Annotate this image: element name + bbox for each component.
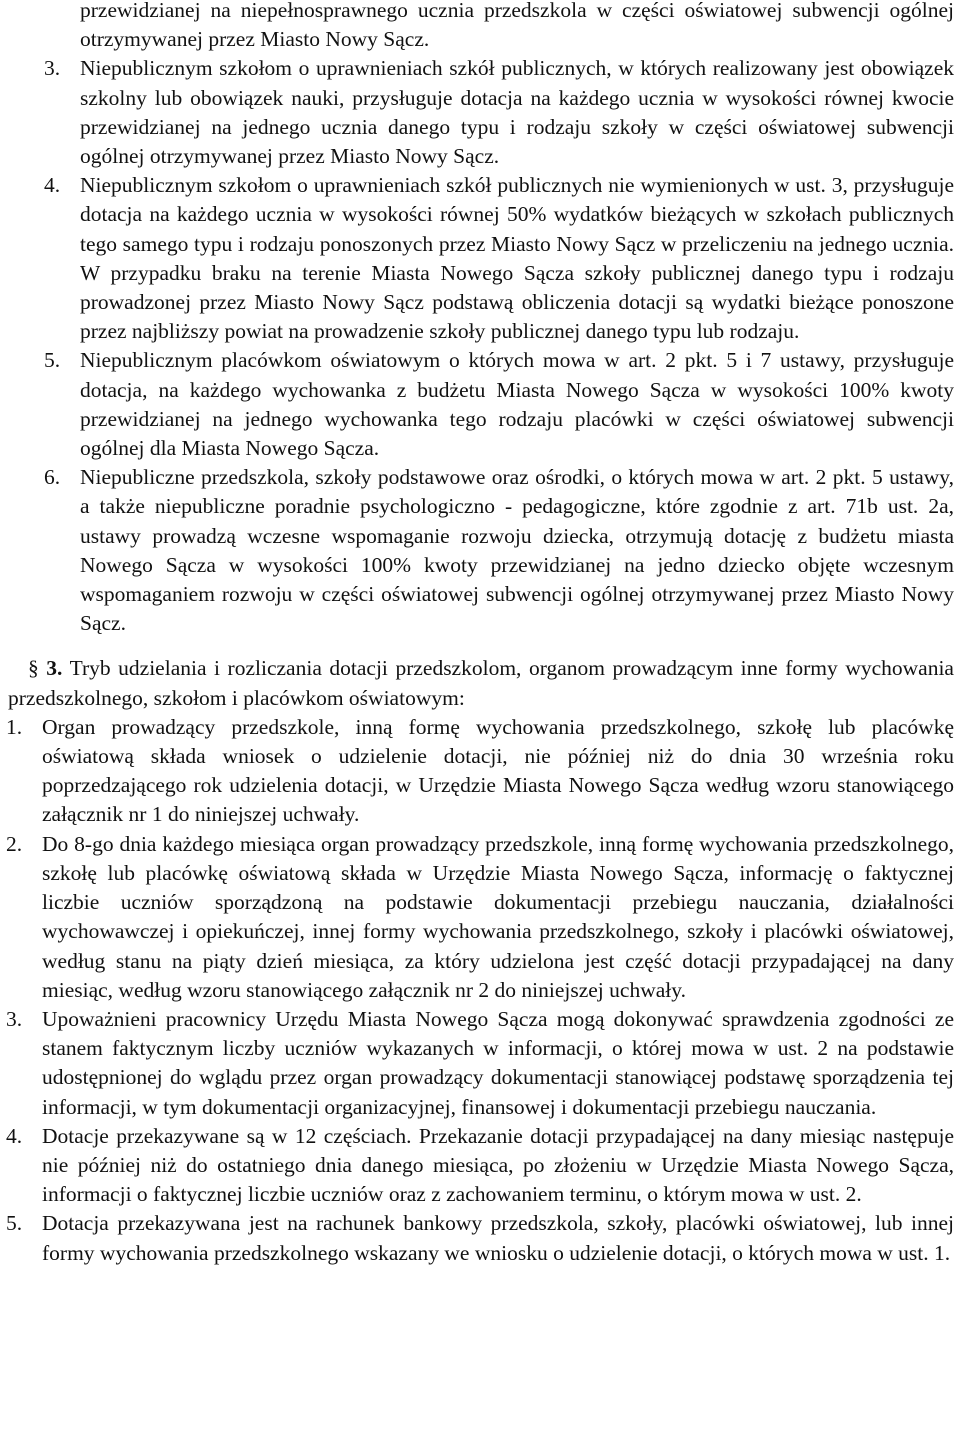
list-item-number: 3.	[44, 56, 61, 81]
list-b	[0, 713, 960, 1268]
list-item-text: Dotacje przekazywane są w 12 częściach. Przekazanie dotacji przypadającej na dany miesiąc następuje nie później niż do ostatniego dnia danego miesiąca, po złożeniu w Urzędzie Miasta Nowego Sącza, informacji o faktycznej liczbie uczniów oraz z zachowaniem terminu, o którym mowa w ust. 2.	[42, 1123, 954, 1207]
list-item-text: Dotacja przekazywana jest na rachunek bankowy przedszkola, szkoły, placówki oświatowej, lub innej formy wychowania przedszkolnego wskazany we wniosku o udzielenie dotacji, o których mowa w ust. 1.	[42, 1211, 954, 1265]
list-item	[44, 171, 954, 346]
list-item-number: 5.	[44, 348, 61, 373]
list-item-number: 4.	[44, 173, 61, 198]
list-item	[6, 713, 954, 830]
list-item-number: 4.	[6, 1123, 23, 1148]
section-number: 3.	[46, 656, 63, 681]
list-item	[6, 1209, 954, 1267]
list-item-text: Do 8-go dnia każdego miesiąca organ prowadzący przedszkole, inną formę wychowania przedszkolnego, szkołę lub placówkę oświatową składa w Urzędzie Miasta Nowego Sącza, informację o faktycznej liczbie uczniów sporządzoną na podstawie dokumentacji przebiegu nauczania, działalności wychowawczej i opiekuńczej, innej formy wychowania przedszkolnego, szkoły i placówki oświatowej, według stanu na piąty dzień miesiąca, za który udzielona jest część dotacji przypadającej na dany miesiąc, według wzoru stanowiącego załącznik nr 2 do niniejszej uchwały.	[42, 831, 954, 1002]
list-item-text: Niepublicznym placówkom oświatowym o których mowa w art. 2 pkt. 5 i 7 ustawy, przysługuje dotacja, na każdego wychowanka z budżetu Miasta Nowego Sącza w wysokości 100% kwoty przewidzianej na jednego wychowanka tego rodzaju placówki w części oświatowej subwencji ogólnej dla Miasta Nowego Sącza.	[80, 348, 954, 461]
list-item-number: 1.	[6, 714, 23, 739]
list-item-number: 2.	[6, 831, 23, 856]
list-item-number: 6.	[44, 465, 61, 490]
section-3	[0, 654, 960, 712]
list-item	[6, 1122, 954, 1210]
list-item-text: Niepublicznym szkołom o uprawnieniach szkół publicznych, w których realizowany jest obowiązek szkolny lub obowiązek nauki, przysługuje dotacja na każdego ucznia w wysokości równej kwocie przewidzianej na jednego ucznia danego typu i rodzaju szkoły w części oświatowej subwencji ogólnej otrzymywanej przez Miasto Nowy Sącz.	[80, 56, 954, 169]
list-item-text: Organ prowadzący przedszkole, inną formę wychowania przedszkolnego, szkołę lub placówkę oświatową składa wniosek o udzielenie dotacji, nie później niż do dnia 30 września roku poprzedzającego rok udzielenia dotacji, w Urzędzie Miasta Nowego Sącza według wzoru stanowiącego załącznik nr 1 do niniejszej uchwały.	[42, 714, 954, 827]
list-item-text: Niepublicznym szkołom o uprawnieniach szkół publicznych nie wymienionych w ust. 3, przysługuje dotacja na każdego ucznia w wysokości równej 50% wydatków bieżących w szkołach publicznych tego samego typu i rodzaju ponoszonych przez Miasto Nowy Sącz w przeliczeniu na jednego ucznia. W przypadku braku na terenie Miasta Nowego Sącza szkoły publicznej danego typu i rodzaju prowadzonej przez Miasto Nowy Sącz podstawą obliczenia dotacji są wydatki bieżące ponoszone przez najbliższy powiat na prowadzenie szkoły publicznej danego typu lub rodzaju.	[80, 173, 954, 344]
list-item	[44, 54, 954, 171]
list-item	[6, 1005, 954, 1122]
list-item	[6, 830, 954, 1005]
list-a	[0, 0, 960, 638]
section-title: Tryb udzielania i rozliczania dotacji przedszkolom, organom prowadzącym inne formy wychowania przedszkolnego, szkołom i placówkom oświatowym:	[8, 656, 954, 710]
list-item-number: 3.	[6, 1006, 23, 1031]
continuation-paragraph: przewidzianej na niepełnosprawnego ucznia przedszkola w części oświatowej subwencji ogólnej otrzymywanej przez Miasto Nowy Sącz.	[80, 0, 954, 52]
list-item-text: Niepubliczne przedszkola, szkoły podstawowe oraz ośrodki, o których mowa w art. 2 pkt. 5 ustawy, a także niepubliczne poradnie psychologiczno - pedagogiczne, które zgodnie z art. 71b ust. 2a, ustawy prowadzą wczesne wspomaganie rozwoju dziecka, otrzymują dotację z budżetu miasta Nowego Sącza w wysokości 100% kwoty przewidzianej na jedno dziecko objęte wczesnym wspomaganiem rozwoju w części oświatowej subwencji ogólnej otrzymywanej przez Miasto Nowy Sącz.	[80, 465, 954, 636]
list-item	[44, 463, 954, 638]
list-item-number: 5.	[6, 1211, 23, 1236]
section-heading	[8, 654, 954, 712]
section-symbol: §	[28, 656, 39, 681]
list-item-text: Upoważnieni pracownicy Urzędu Miasta Nowego Sącza mogą dokonywać sprawdzenia zgodności ze stanem faktycznym liczby uczniów wykazanych w informacji, o której mowa w ust. 2 na podstawie udostępnionej do wglądu przez organ prowadzący dokumentacji stanowiącej podstawę sporządzenia tej informacji, w tym dokumentacji organizacyjnej, finansowej i dokumentacji przebiegu nauczania.	[42, 1006, 954, 1119]
list-item	[44, 346, 954, 463]
